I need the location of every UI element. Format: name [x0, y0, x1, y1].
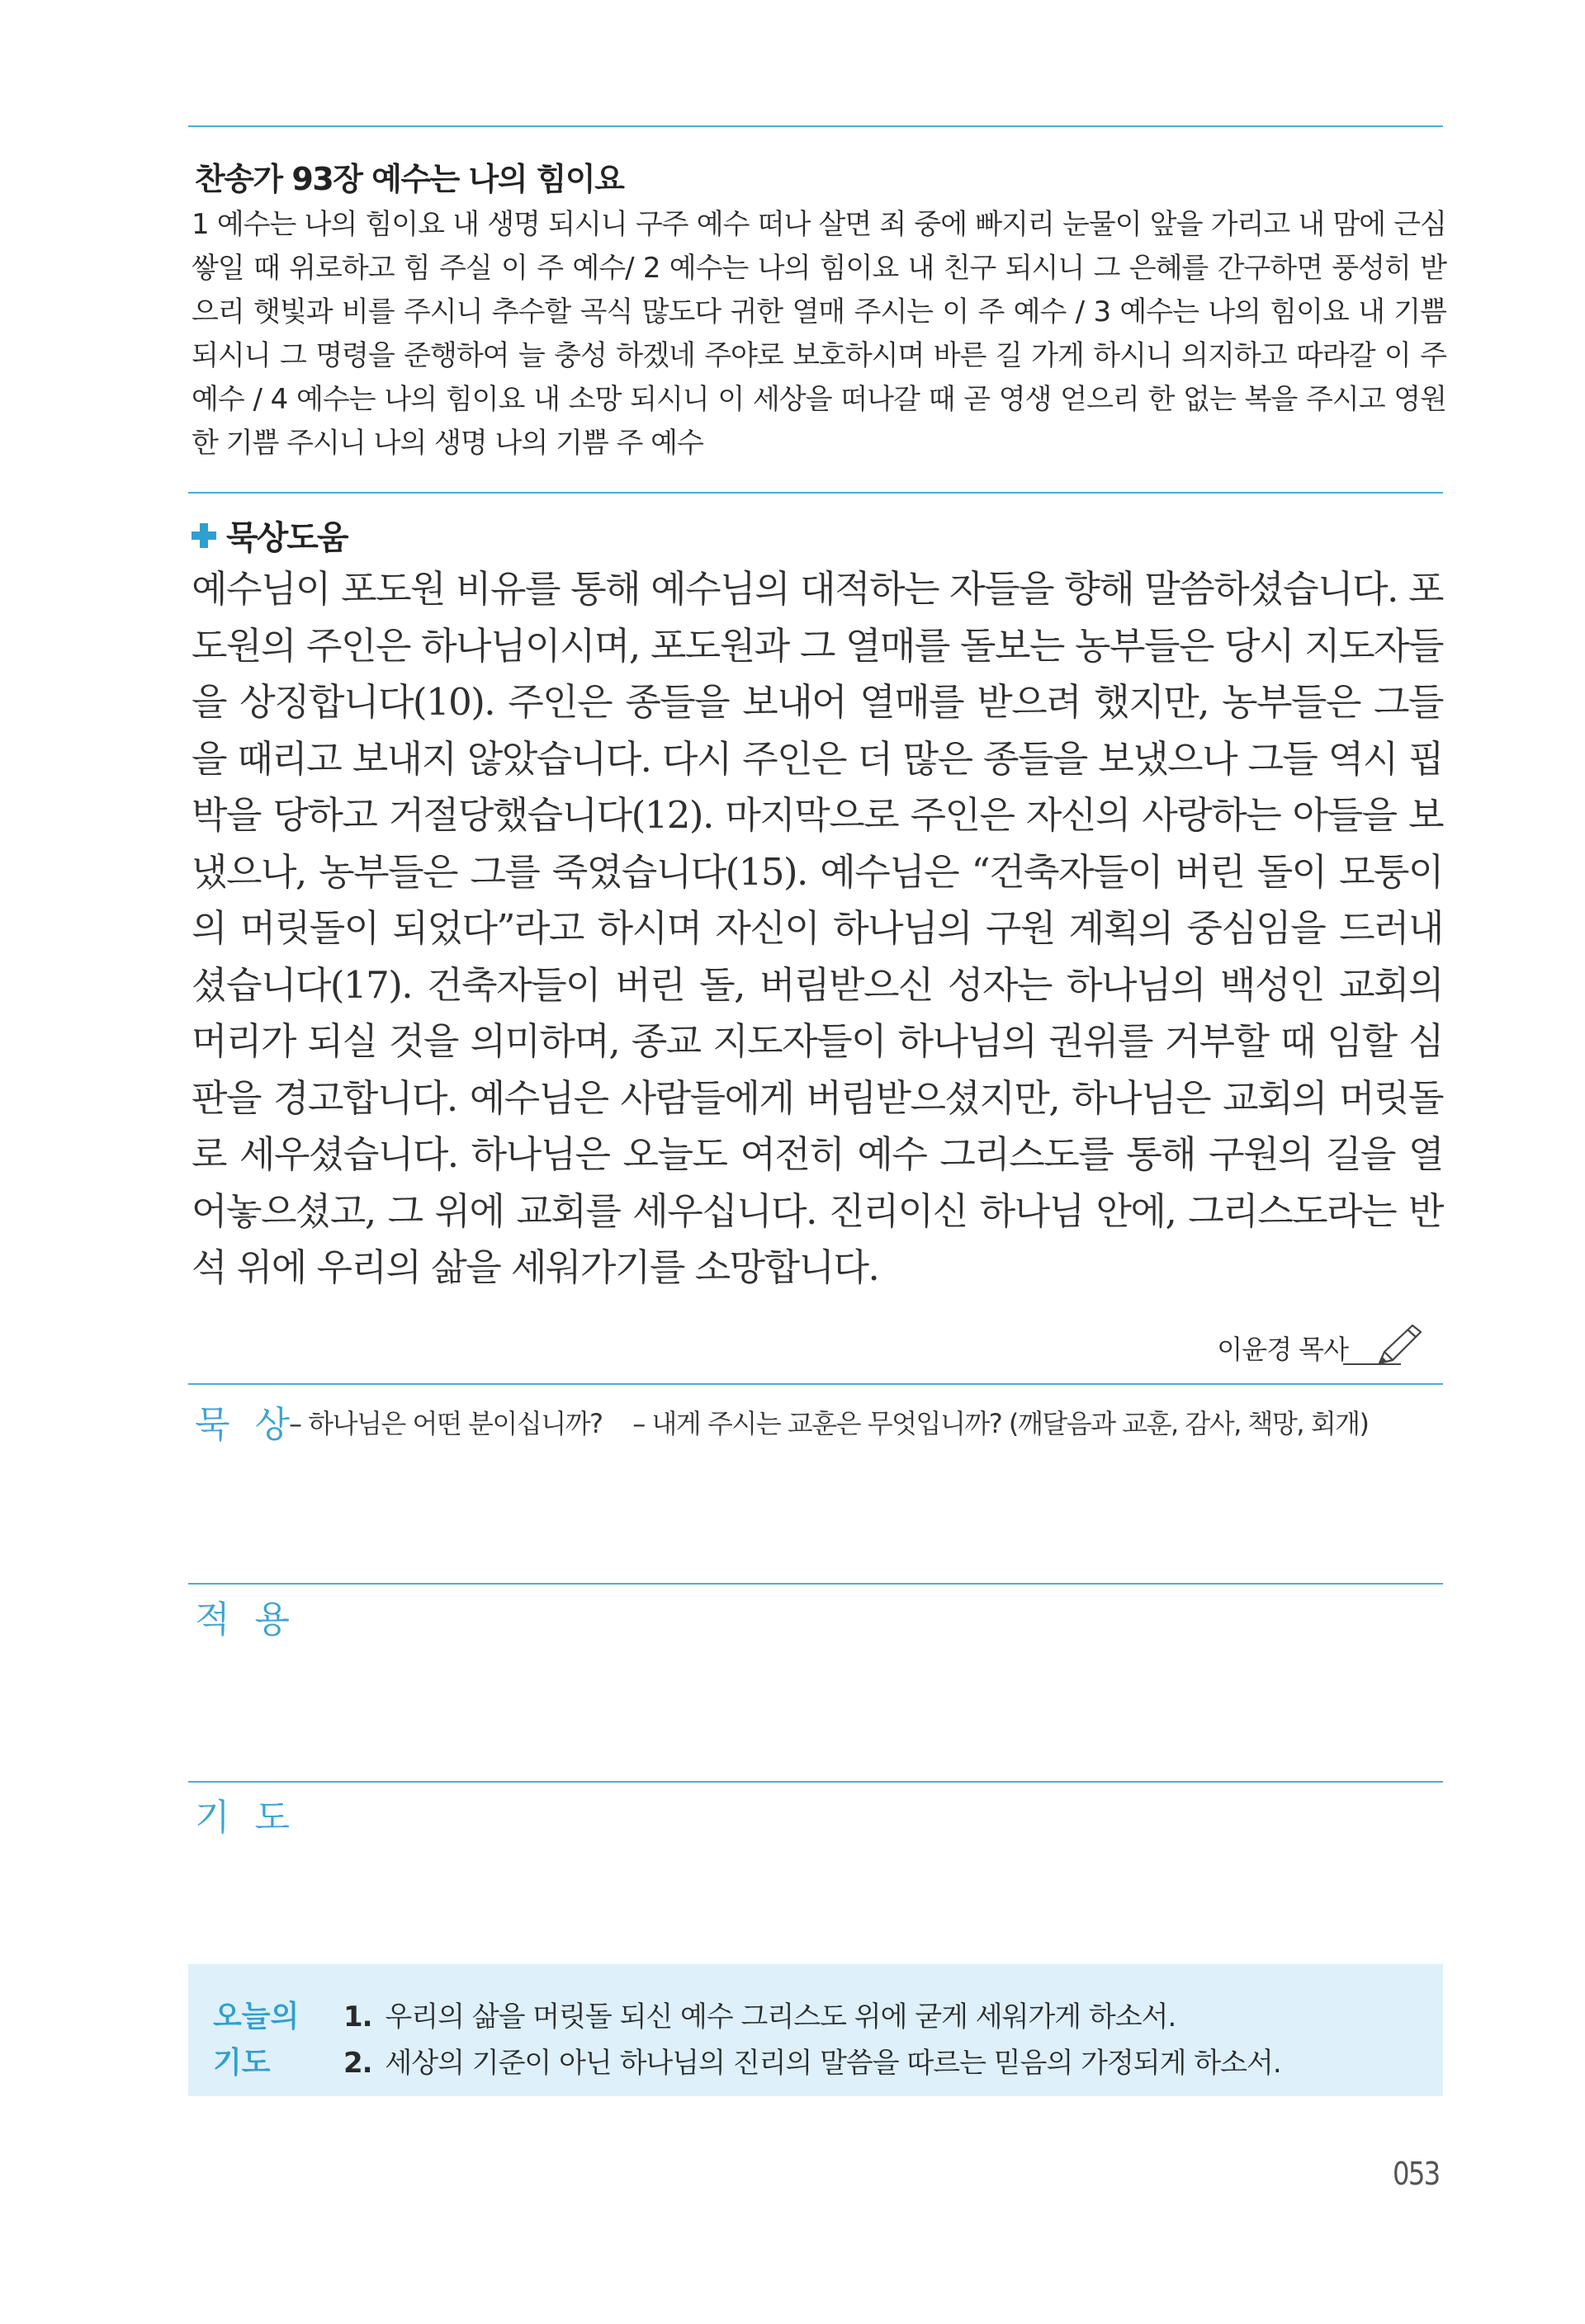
application-rule — [188, 1583, 1443, 1585]
question-lesson: – 내게 주시는 교훈은 무엇입니까? (깨달음과 교훈, 감사, 책망, 회개) — [632, 1408, 1369, 1439]
prayer-item — [343, 2040, 1281, 2086]
question-who-is-god: – 하나님은 어떤 분이십니까? — [289, 1408, 603, 1439]
prayer-rule — [188, 1781, 1443, 1783]
prayer-item-number: 1. — [343, 2000, 372, 2034]
prayer-item-number: 2. — [343, 2047, 372, 2080]
hymn-lyrics: 1 예수는 나의 힘이요 내 생명 되시니 구주 예수 떠나 살면 죄 중에 빠지리 눈물이 앞을 가리고 내 맘에 근심 쌓일 때 위로하고 힘 주실 이 주 예수/ 2 예수는 나의 힘이요 내 친구 되시니 그 은혜를 간구하면 풍성히 받으리 햇빛과 비를 주시니 추수할 곡식 많도다 귀한 열매 주시는 이 주 예수 / 3 예수는 나의 힘이요 내 기쁨 되시니 그 명령을 준행하여 늘 충성 하겠네 주야로 보호하시며 바른 길 가게 하시니 의지하고 따라갈 이 주 예수 / 4 예수는 나의 힘이요 내 소망 되시니 이 세상을 떠나갈 때 곧 영생 얻으리 한 없는 복을 주시고 영원한 기쁨 주시니 나의 생명 나의 기쁨 주 예수 — [192, 208, 1446, 460]
todays-prayer-label-line2: 기도 — [213, 2046, 271, 2080]
plus-icon — [192, 523, 216, 548]
author-signature — [1217, 1320, 1434, 1367]
prayer-writing-area[interactable] — [188, 1840, 1443, 1956]
meditation-rule — [188, 1383, 1443, 1385]
page-number: 053 — [1393, 2156, 1440, 2192]
todays-prayer-box — [188, 1964, 1443, 2096]
meditation-questions — [289, 1403, 1392, 1441]
prayer-label: 기 도 — [195, 1797, 296, 1839]
meditation-help-title: 묵상도움 — [226, 519, 348, 557]
author-name: 이윤경 목사 — [1217, 1334, 1348, 1365]
meditation-writing-area[interactable] — [188, 1452, 1443, 1576]
meditation-help-body: 예수님이 포도원 비유를 통해 예수님의 대적하는 자들을 향해 말씀하셨습니다. 포도원의 주인은 하나님이시며, 포도원과 그 열매를 돌보는 농부들은 당시 지도자들을 상징합니다(10). 주인은 종들을 보내어 열매를 받으려 했지만, 농부들은 그들을 때리고 보내지 않았습니다. 다시 주인은 더 많은 종들을 보냈으나 그들 역시 핍박을 당하고 거절당했습니다(12). 마지막으로 주인은 자신의 사랑하는 아들을 보냈으나, 농부들은 그를 죽였습니다(15). 예수님은 “건축자들이 버린 돌이 모퉁이의 머릿돌이 되었다”라고 하시며 자신이 하나님의 구원 계획의 중심임을 드러내셨습니다(17). 건축자들이 버린 돌, 버림받으신 성자는 하나님의 백성인 교회의 머리가 되실 것을 의미하며, 종교 지도자들이 하나님의 권위를 거부할 때 임할 심판을 경고합니다. 예수님은 사람들에게 버림받으셨지만, 하나님은 교회의 머릿돌로 세우셨습니다. 하나님은 오늘도 여전히 예수 그리스도를 통해 구원의 길을 열어놓으셨고, 그 위에 교회를 세우십니다. 진리이신 하나님 안에, 그리스도라는 반석 위에 우리의 삶을 세워가기를 소망합니다. — [192, 567, 1443, 1289]
hymn-title: 찬송가 93장 예수는 나의 힘이요 — [195, 161, 624, 197]
todays-prayer-label — [213, 1994, 299, 2086]
todays-prayer-list — [343, 1994, 1281, 2086]
prayer-item — [343, 1994, 1281, 2040]
meditation-label: 묵 상 — [195, 1404, 296, 1446]
application-writing-area[interactable] — [188, 1642, 1443, 1774]
application-label: 적 용 — [195, 1599, 296, 1641]
hymn-divider — [188, 492, 1443, 494]
todays-prayer-label-line1: 오늘의 — [213, 2000, 300, 2034]
top-rule — [188, 125, 1443, 127]
pencil-icon — [1343, 1320, 1434, 1367]
prayer-item-text: 우리의 삶을 머릿돌 되신 예수 그리스도 위에 굳게 세워가게 하소서. — [385, 2000, 1176, 2034]
prayer-item-text: 세상의 기준이 아닌 하나님의 진리의 말씀을 따르는 믿음의 가정되게 하소서. — [385, 2047, 1281, 2080]
meditation-help-heading — [192, 512, 348, 559]
